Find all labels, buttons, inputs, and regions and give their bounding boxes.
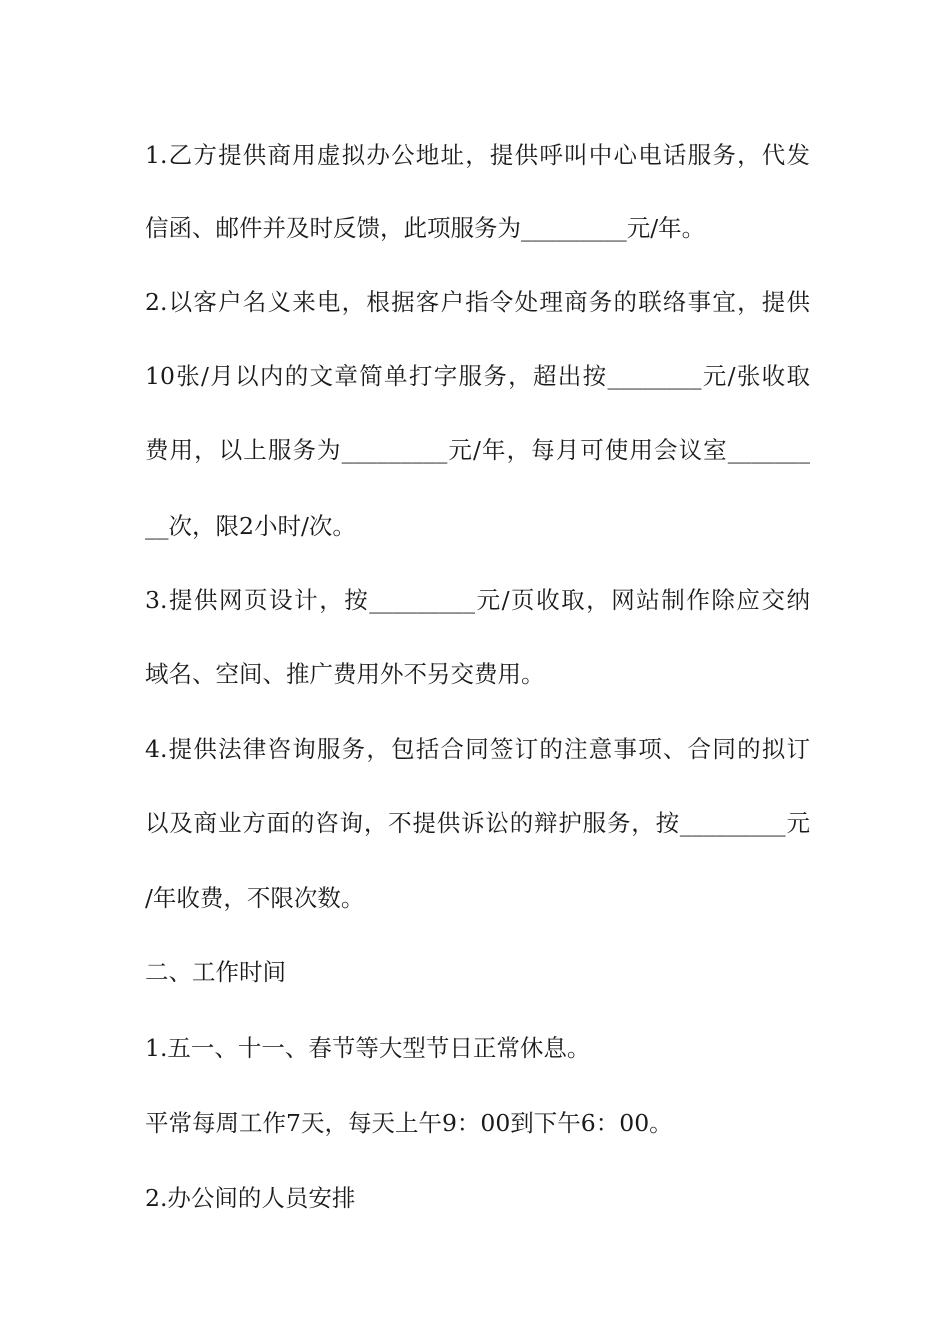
text-line: 10张/月以内的文章简单打字服务，超出按________元/张收取 [145, 362, 810, 390]
text-line: 1.五一、十一、春节等大型节日正常休息。 [145, 1034, 591, 1062]
text-line: 4.提供法律咨询服务，包括合同签订的注意事项、合同的拟订 [145, 735, 810, 763]
text-line: 平常每周工作7天，每天上午9：00到下午6：00。 [145, 1109, 673, 1137]
text-line: 域名、空间、推广费用外不另交费用。 [145, 660, 545, 688]
text-line: 费用，以上服务为_________元/年，每月可使用会议室_______ [145, 436, 810, 464]
text-line: /年收费，不限次数。 [145, 884, 365, 912]
text-line: 2.办公间的人员安排 [145, 1184, 356, 1212]
text-line: __次，限2小时/次。 [145, 512, 356, 540]
text-line: 信函、邮件并及时反馈，此项服务为_________元/年。 [145, 214, 706, 242]
text-line: 以及商业方面的咨询，不提供诉讼的辩护服务，按_________元 [145, 809, 810, 837]
text-line: 3.提供网页设计，按_________元/页收取，网站制作除应交纳 [145, 586, 810, 614]
text-line: 2.以客户名义来电，根据客户指令处理商务的联络事宜，提供 [145, 288, 810, 316]
section-heading: 二、工作时间 [145, 958, 286, 986]
text-line: 1.乙方提供商用虚拟办公地址，提供呼叫中心电话服务，代发 [145, 141, 810, 169]
